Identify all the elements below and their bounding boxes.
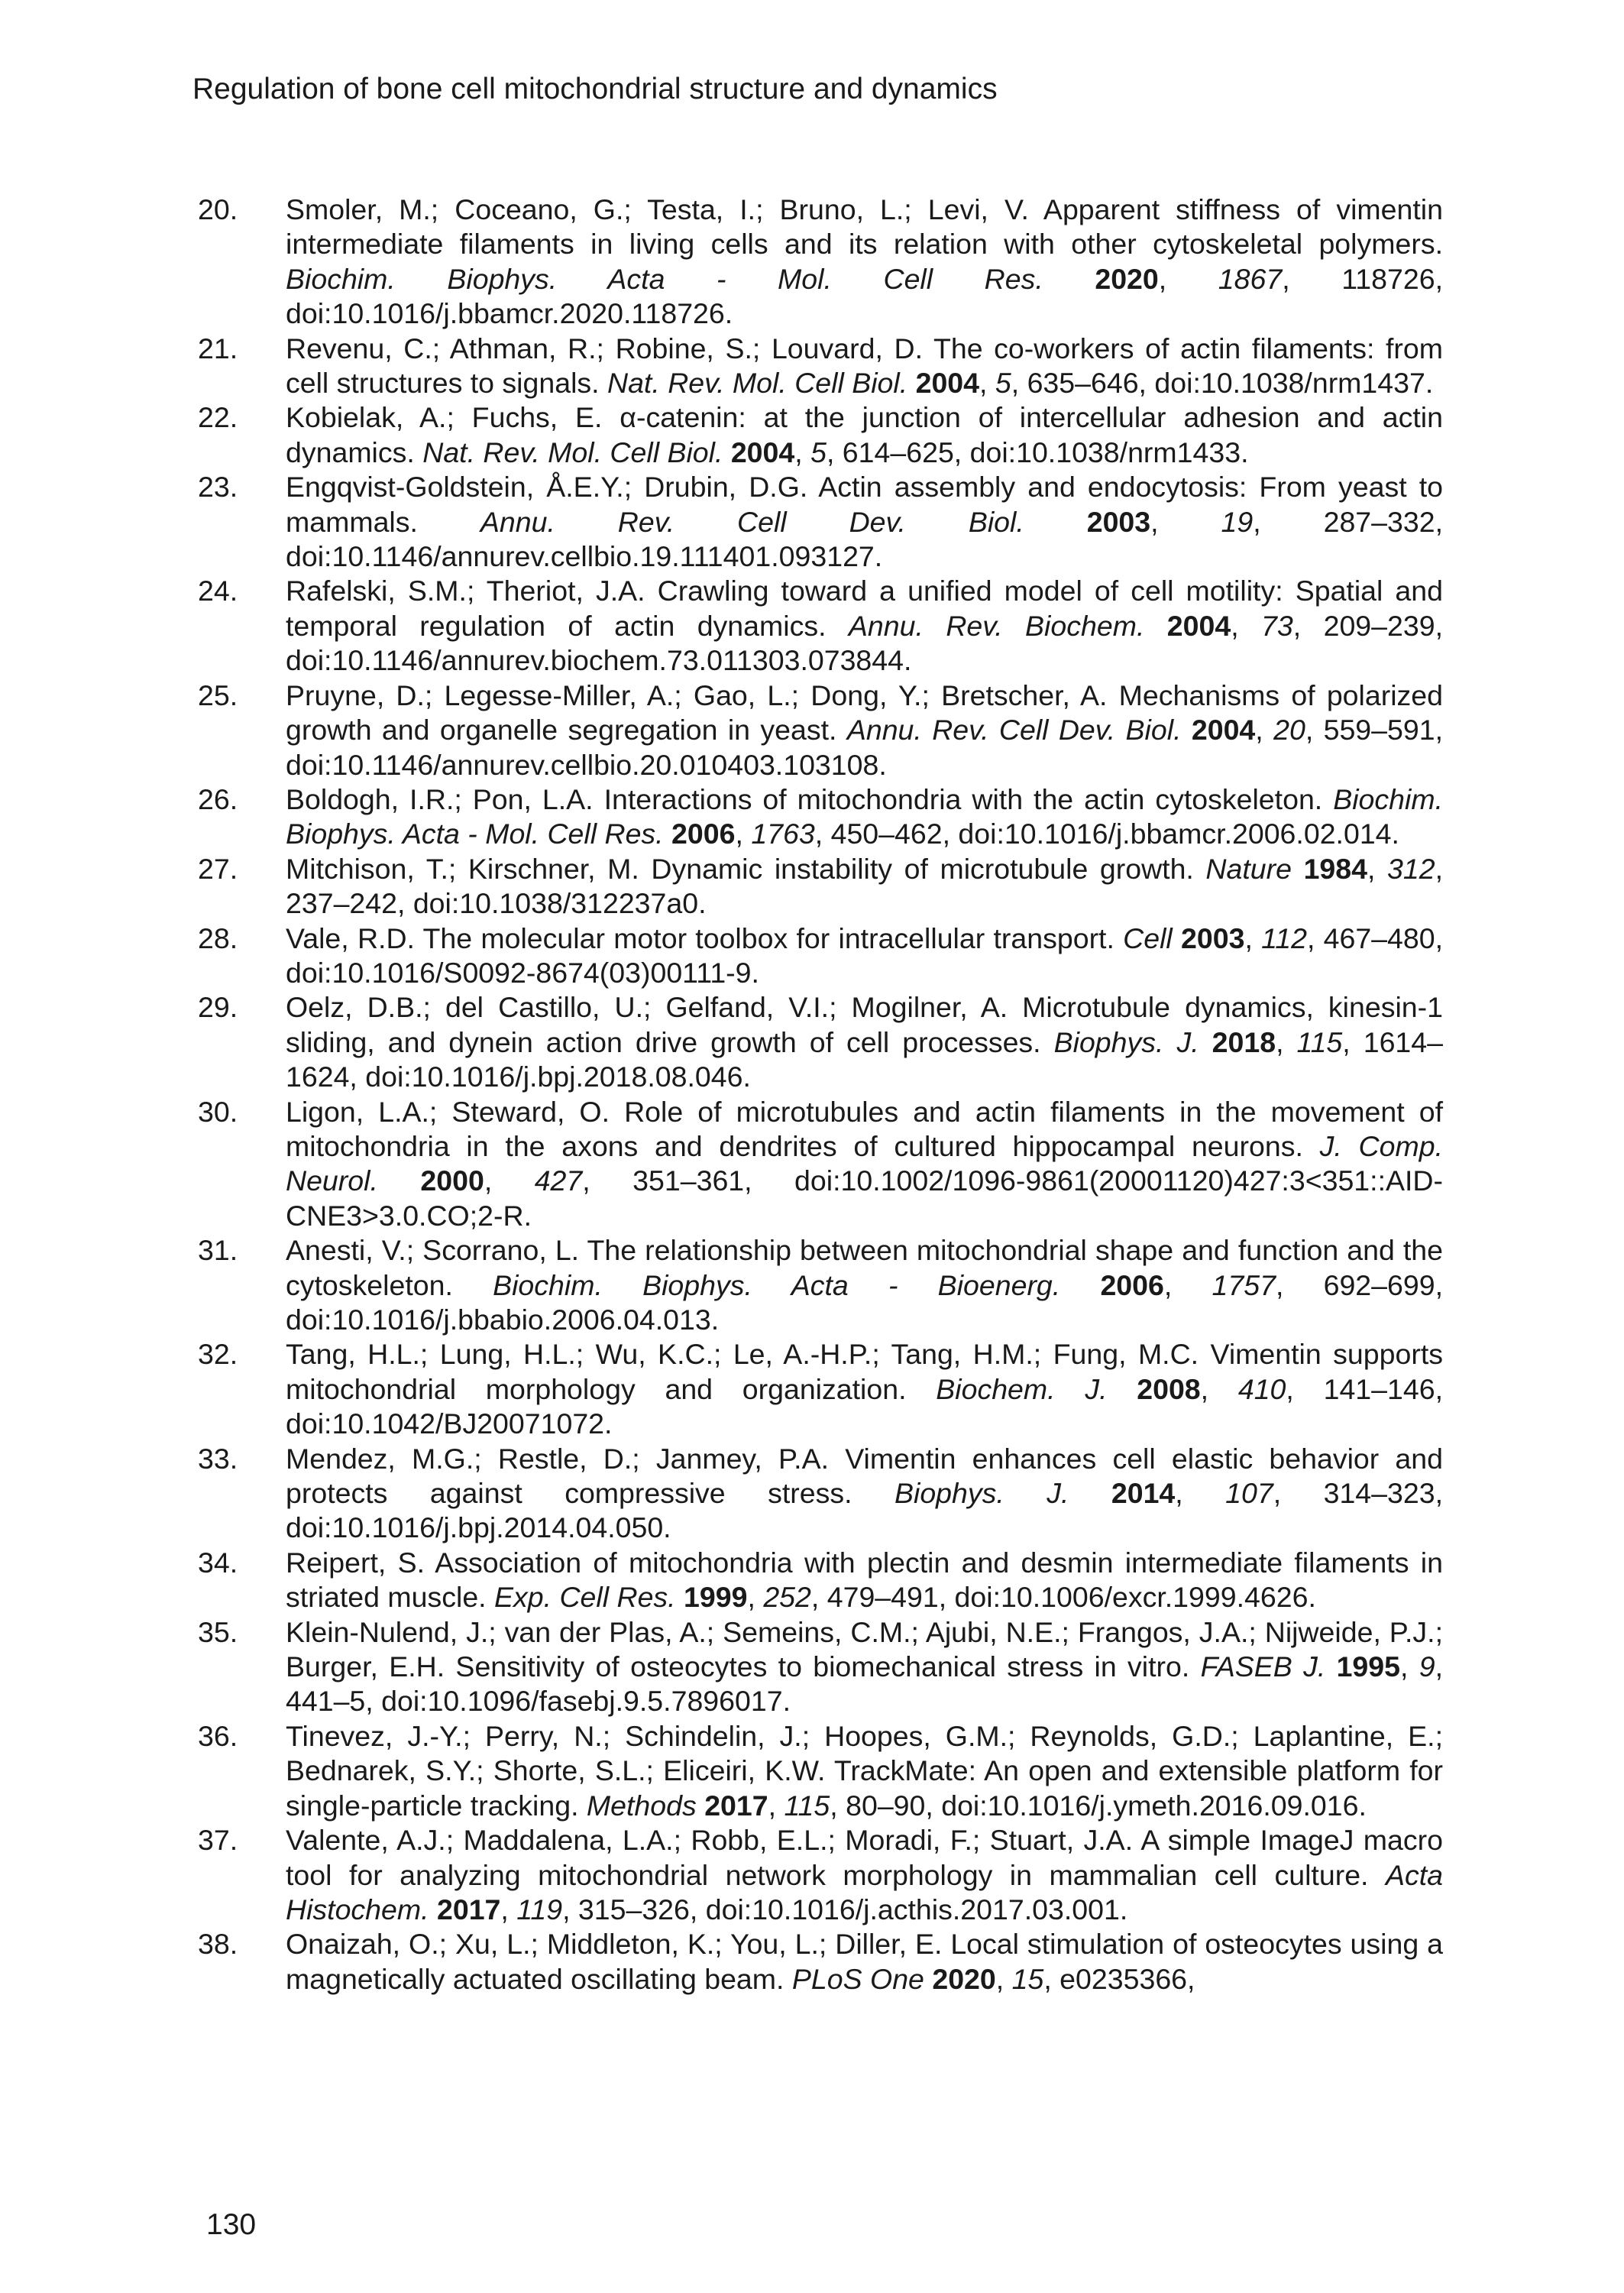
reference-segment: , 559–591, doi:10.1146/annurev.cellbio.20.010403.103108. — [286, 714, 1444, 781]
reference-segment: , 351–361, doi:10.1002/1096-9861(20001120)427:3<351::AID-CNE3>3.0.CO;2-R. — [286, 1164, 1443, 1232]
reference-segment: , — [1150, 505, 1221, 538]
reference-journal-or-volume: 427 — [534, 1164, 583, 1197]
reference-segment: , — [995, 1962, 1012, 1995]
reference-year: 1999 — [684, 1581, 748, 1614]
reference-journal-or-volume: 107 — [1225, 1477, 1273, 1510]
reference-segment — [1173, 922, 1181, 954]
reference-year: 2017 — [436, 1893, 501, 1925]
reference-segment: , — [1400, 1650, 1419, 1683]
reference-year: 2008 — [1137, 1372, 1201, 1405]
reference-segment: Vale, R.D. The molecular motor toolbox for intracellular transport. — [286, 921, 1124, 954]
reference-journal-or-volume: 252 — [763, 1581, 811, 1614]
reference-segment: , 467–480, doi:10.1016/S0092-8674(03)00111-9. — [286, 921, 1444, 989]
reference-segment: Ligon, L.A.; Steward, O. Role of microtubules and actin filaments in the movement of mitochondria in the axons and dendrites of cultured hippocampal neurons. — [286, 1095, 1443, 1162]
reference-segment: Engqvist-Goldstein, Å.E.Y.; Drubin, D.G. Actin assembly and endocytosis: From yeast to mammals. — [286, 471, 1443, 538]
reference-year: 2006 — [1100, 1268, 1164, 1301]
reference-journal-or-volume: 19 — [1221, 505, 1254, 538]
reference-segment: , 1614–1624, doi:10.1016/j.bpj.2018.08.046. — [286, 1025, 1443, 1093]
reference-segment: Tang, H.L.; Lung, H.L.; Wu, K.C.; Le, A.-H.P.; Tang, H.M.; Fung, M.C. Vimentin supports mitochondrial morphology and organization. — [286, 1338, 1443, 1405]
reference-segment: , — [768, 1789, 785, 1822]
page-number: 130 — [206, 2208, 257, 2241]
reference-text — [286, 852, 1443, 921]
reference-segment: Boldogh, I.R.; Pon, L.A. Interactions of mitochondria with the actin cytoskeleton. — [286, 782, 1334, 815]
reference-journal-or-volume: Biochim. Biophys. Acta - Mol. Cell Res. — [286, 262, 1043, 295]
reference-segment: Mitchison, T.; Kirschner, M. Dynamic instability of microtubule growth. — [286, 852, 1206, 885]
reference-segment: , — [1200, 1372, 1238, 1405]
reference-number: 29. — [198, 991, 238, 1024]
reference-number: 30. — [198, 1095, 238, 1128]
reference-segment: , 450–462, doi:10.1016/j.bbamcr.2006.02.014. — [814, 818, 1399, 850]
reference-journal-or-volume: FASEB J. — [1200, 1650, 1326, 1683]
reference-journal-or-volume: J. Comp. Neurol. — [286, 1129, 1443, 1197]
reference-year: 2020 — [1095, 262, 1159, 295]
reference-journal-or-volume: PLoS One — [791, 1962, 924, 1995]
reference-segment: Anesti, V.; Scorrano, L. The relationship between mitochondrial shape and function and the cytoskeleton. — [286, 1234, 1443, 1301]
reference-journal-or-volume: Biophys. J. — [1053, 1025, 1199, 1058]
reference-year: 2004 — [730, 436, 795, 468]
reference-segment: , 237–242, doi:10.1038/312237a0. — [286, 852, 1443, 920]
reference-number: 35. — [198, 1615, 238, 1648]
reference-year: 2018 — [1212, 1025, 1276, 1058]
reference-journal-or-volume: Biochim. Biophys. Acta - Mol. Cell Res. — [286, 782, 1443, 850]
reference-number: 31. — [198, 1234, 238, 1267]
reference-segment: Onaizah, O.; Xu, L.; Middleton, K.; You, L.; Diller, E. Local stimulation of osteocytes using a magnetically actuated oscillating beam. — [286, 1928, 1443, 1995]
reference-segment — [664, 818, 671, 850]
reference-journal-or-volume: 115 — [1296, 1025, 1343, 1058]
reference-item — [198, 1719, 1443, 1823]
reference-segment: Klein-Nulend, J.; van der Plas, A.; Semeins, C.M.; Ajubi, N.E.; Frangos, J.A.; Nijweide, P.J.; Burger, E.H. Sensitivity of osteocytes to biomechanical stress in vitro. — [286, 1615, 1443, 1683]
reference-segment — [1069, 1477, 1111, 1509]
reference-journal-or-volume: Nat. Rev. Mol. Cell Biol. — [422, 436, 723, 468]
reference-segment — [1060, 1269, 1100, 1301]
reference-segment: , — [1175, 1477, 1226, 1510]
reference-journal-or-volume: 410 — [1237, 1372, 1286, 1405]
reference-segment — [697, 1789, 704, 1822]
reference-item — [198, 1927, 1443, 1997]
reference-segment: , 118726, doi:10.1016/j.bbamcr.2020.118726. — [286, 262, 1443, 330]
reference-journal-or-volume: Methods — [586, 1789, 697, 1822]
reference-segment: Mendez, M.G.; Restle, D.; Janmey, P.A. Vimentin enhances cell elastic behavior and protects against compressive stress. — [286, 1442, 1443, 1510]
reference-item — [198, 400, 1443, 470]
reference-journal-or-volume: Annu. Rev. Cell Dev. Biol. — [480, 505, 1024, 538]
reference-segment: , 635–646, doi:10.1038/nrm1437. — [1011, 367, 1434, 400]
reference-year: 2000 — [420, 1164, 484, 1197]
reference-number: 34. — [198, 1546, 238, 1579]
reference-year: 2006 — [671, 818, 736, 850]
reference-segment: Tinevez, J.-Y.; Perry, N.; Schindelin, J.; Hoopes, G.M.; Reynolds, G.D.; Laplantine, E.; Bednarek, S.Y.; Shorte, S.L.; Eliceiri, K.W. TrackMate: An open and extensible platform for single-particle tracking. — [286, 1719, 1443, 1822]
running-header: Regulation of bone cell mitochondrial structure and dynamics — [192, 73, 998, 105]
reference-segment — [924, 1963, 932, 1995]
reference-item — [198, 1823, 1443, 1927]
reference-segment: , 692–699, doi:10.1016/j.bbabio.2006.04.013. — [286, 1268, 1443, 1336]
reference-segment — [1144, 610, 1166, 642]
reference-year: 2004 — [915, 367, 980, 400]
reference-segment: , — [747, 1581, 764, 1614]
reference-segment: , — [1367, 852, 1387, 885]
reference-segment — [429, 1893, 437, 1925]
reference-segment — [1107, 1373, 1137, 1405]
reference-text — [286, 1615, 1443, 1719]
reference-item — [198, 1095, 1443, 1234]
reference-number: 23. — [198, 471, 238, 504]
reference-segment: , — [1163, 1268, 1212, 1301]
reference-text — [286, 782, 1443, 852]
reference-segment: , 314–323, doi:10.1016/j.bpj.2014.04.050. — [286, 1477, 1443, 1544]
reference-segment: , 441–5, doi:10.1096/fasebj.9.5.7896017. — [286, 1650, 1443, 1718]
reference-item — [198, 990, 1443, 1094]
reference-item — [198, 1546, 1443, 1615]
reference-segment — [1043, 263, 1095, 295]
reference-segment: , e0235366, — [1043, 1962, 1195, 1995]
reference-segment: Reipert, S. Association of mitochondria with plectin and desmin intermediate filaments in striated muscle. — [286, 1546, 1443, 1614]
reference-year: 1984 — [1303, 852, 1367, 885]
reference-number: 38. — [198, 1928, 238, 1961]
reference-segment: Valente, A.J.; Maddalena, L.A.; Robb, E.L.; Moradi, F.; Stuart, J.A. A simple ImageJ macro tool for analyzing mitochondrial network morphology in mammalian cell culture. — [286, 1824, 1443, 1891]
reference-text — [286, 679, 1443, 782]
reference-number: 25. — [198, 679, 238, 711]
reference-segment: Oelz, D.B.; del Castillo, U.; Gelfand, V.I.; Mogilner, A. Microtubule dynamics, kinesin-1 sliding, and dynein action drive growth of cell processes. — [286, 991, 1443, 1058]
reference-segment — [1181, 714, 1191, 746]
reference-item — [198, 679, 1443, 782]
reference-segment: , — [979, 367, 995, 400]
reference-year: 2014 — [1111, 1477, 1176, 1510]
reference-number: 24. — [198, 575, 238, 607]
reference-segment: , — [1244, 921, 1262, 954]
reference-segment: Pruyne, D.; Legesse-Miller, A.; Gao, L.; Dong, Y.; Bretscher, A. Mechanisms of polarized growth and organelle segregation in yeast. — [286, 679, 1443, 747]
reference-text — [286, 1233, 1443, 1337]
reference-journal-or-volume: Nature — [1205, 852, 1292, 885]
reference-number: 36. — [198, 1719, 238, 1752]
reference-segment — [907, 367, 915, 399]
reference-number: 20. — [198, 193, 238, 225]
reference-number: 33. — [198, 1442, 238, 1475]
reference-text — [286, 1719, 1443, 1823]
reference-number: 21. — [198, 332, 238, 364]
reference-item — [198, 1233, 1443, 1337]
reference-journal-or-volume: Exp. Cell Res. — [494, 1581, 676, 1614]
reference-journal-or-volume: 9 — [1419, 1650, 1435, 1683]
reference-journal-or-volume: 5 — [810, 436, 827, 468]
reference-segment: , 614–625, doi:10.1038/nrm1433. — [826, 436, 1249, 468]
reference-segment: , 315–326, doi:10.1016/j.acthis.2017.03.001. — [562, 1893, 1128, 1925]
reference-segment: Rafelski, S.M.; Theriot, J.A. Crawling toward a unified model of cell motility: Spatial and temporal regulation of actin dynamics. — [286, 575, 1443, 642]
reference-number: 32. — [198, 1338, 238, 1371]
reference-segment — [1024, 506, 1087, 538]
reference-journal-or-volume: Biochim. Biophys. Acta - Bioenerg. — [493, 1268, 1061, 1301]
reference-journal-or-volume: 20 — [1273, 714, 1305, 747]
reference-text — [286, 332, 1443, 401]
reference-segment: , 209–239, doi:10.1146/annurev.biochem.73.011303.073844. — [286, 609, 1443, 677]
reference-journal-or-volume: 1867 — [1218, 262, 1283, 295]
reference-journal-or-volume: Biochem. J. — [936, 1372, 1108, 1405]
reference-item — [198, 470, 1443, 574]
reference-text — [286, 470, 1443, 574]
reference-text — [286, 1927, 1443, 1997]
reference-number: 22. — [198, 401, 238, 434]
reference-item — [198, 193, 1443, 332]
reference-item — [198, 574, 1443, 678]
reference-journal-or-volume: Annu. Rev. Cell Dev. Biol. — [846, 714, 1182, 747]
reference-segment: , — [500, 1893, 517, 1925]
reference-segment: , — [484, 1164, 535, 1197]
reference-journal-or-volume: Acta Histochem. — [286, 1858, 1443, 1925]
reference-segment: , — [1255, 714, 1274, 747]
reference-segment: , 287–332, doi:10.1146/annurev.cellbio.19.111401.093127. — [286, 505, 1443, 573]
reference-number: 28. — [198, 921, 238, 954]
reference-segment: , — [1231, 609, 1262, 642]
reference-segment — [676, 1581, 684, 1613]
reference-year: 2003 — [1181, 921, 1245, 954]
reference-text — [286, 1442, 1443, 1546]
reference-journal-or-volume: 1763 — [751, 818, 815, 850]
reference-text — [286, 193, 1443, 332]
reference-year: 2020 — [932, 1962, 996, 1995]
reference-segment: , — [1158, 262, 1218, 295]
reference-journal-or-volume: 73 — [1261, 609, 1293, 642]
reference-segment — [378, 1164, 420, 1197]
reference-journal-or-volume: Nat. Rev. Mol. Cell Biol. — [607, 367, 908, 400]
reference-journal-or-volume: 112 — [1261, 921, 1307, 954]
reference-journal-or-volume: Annu. Rev. Biochem. — [848, 609, 1145, 642]
reference-year: 2017 — [704, 1789, 768, 1822]
reference-journal-or-volume: Biophys. J. — [894, 1477, 1069, 1510]
reference-number: 26. — [198, 782, 238, 815]
reference-segment — [723, 436, 730, 468]
reference-segment: Kobielak, A.; Fuchs, E. α-catenin: at the junction of intercellular adhesion and actin dynamics. — [286, 401, 1443, 468]
reference-text — [286, 1546, 1443, 1615]
reference-item — [198, 782, 1443, 852]
reference-segment: Smoler, M.; Coceano, G.; Testa, I.; Bruno, L.; Levi, V. Apparent stiffness of vimentin intermediate filaments in living cells and its relation with other cytoskeletal polymers. — [286, 193, 1443, 261]
reference-year: 2004 — [1166, 609, 1231, 642]
reference-item — [198, 332, 1443, 401]
reference-text — [286, 1337, 1443, 1441]
reference-segment — [1199, 1026, 1212, 1058]
reference-segment: , 479–491, doi:10.1006/excr.1999.4626. — [810, 1581, 1316, 1614]
reference-journal-or-volume: 115 — [784, 1789, 830, 1822]
reference-text — [286, 400, 1443, 470]
reference-number: 37. — [198, 1824, 238, 1857]
reference-journal-or-volume: 312 — [1387, 852, 1435, 885]
reference-text — [286, 921, 1443, 991]
reference-segment — [1292, 853, 1304, 885]
reference-number: 27. — [198, 852, 238, 885]
reference-segment: Revenu, C.; Athman, R.; Robine, S.; Louvard, D. The co-workers of actin filaments: from cell structures to signals. — [286, 332, 1443, 400]
reference-journal-or-volume: 15 — [1011, 1962, 1044, 1995]
reference-journal-or-volume: 5 — [995, 367, 1011, 400]
reference-year: 2004 — [1191, 714, 1256, 747]
reference-journal-or-volume: Cell — [1123, 921, 1173, 954]
reference-text — [286, 1823, 1443, 1927]
reference-list — [198, 193, 1443, 1997]
reference-segment: , — [1276, 1025, 1297, 1058]
reference-segment — [1325, 1650, 1336, 1683]
reference-text — [286, 1095, 1443, 1234]
reference-year: 2003 — [1086, 505, 1151, 538]
reference-text — [286, 574, 1443, 678]
reference-item — [198, 1615, 1443, 1719]
reference-item — [198, 1337, 1443, 1441]
reference-item — [198, 921, 1443, 991]
reference-segment: , 141–146, doi:10.1042/BJ20071072. — [286, 1372, 1443, 1440]
reference-journal-or-volume: 119 — [516, 1893, 563, 1925]
reference-segment: , 80–90, doi:10.1016/j.ymeth.2016.09.016. — [830, 1789, 1367, 1822]
reference-year: 1995 — [1336, 1650, 1400, 1683]
reference-item — [198, 852, 1443, 921]
reference-segment: , — [794, 436, 811, 468]
reference-segment: , — [735, 818, 752, 850]
reference-item — [198, 1442, 1443, 1546]
reference-text — [286, 990, 1443, 1094]
reference-journal-or-volume: 1757 — [1212, 1268, 1276, 1301]
